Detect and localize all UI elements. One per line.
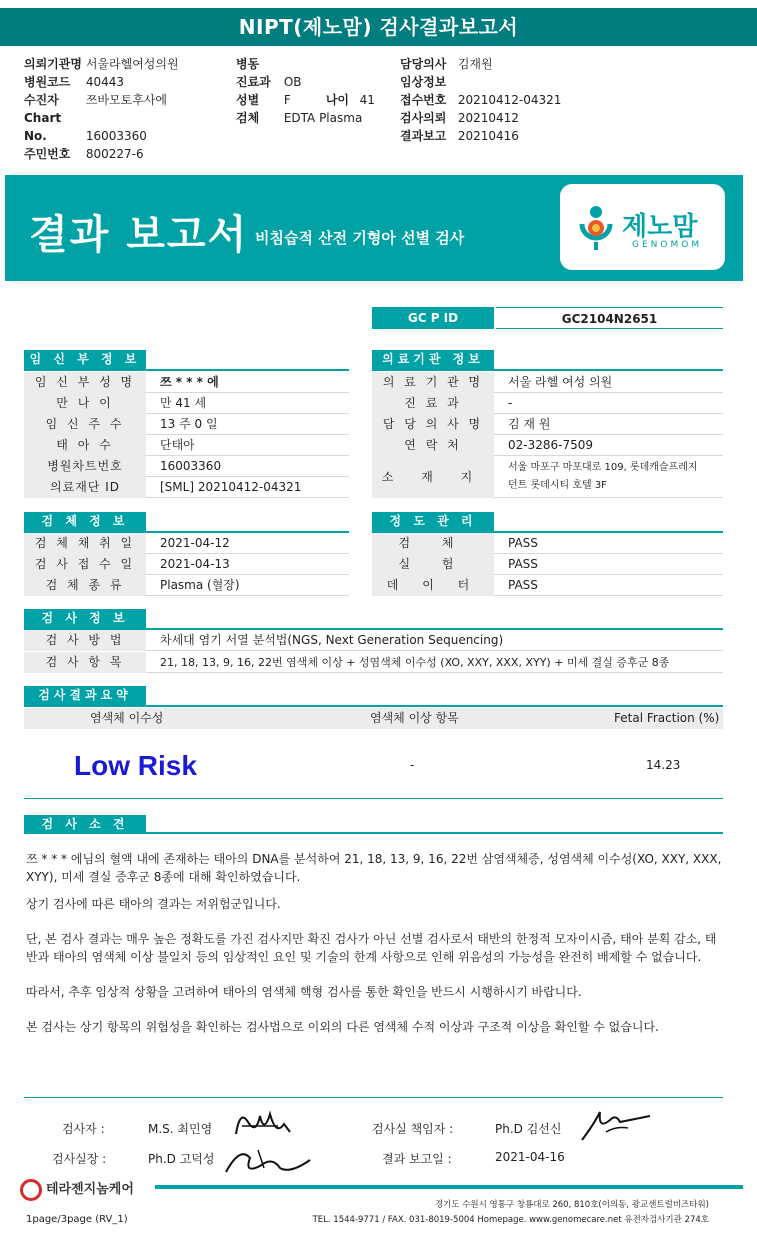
hdr-value: 서울라헬여성의원: [85, 57, 179, 71]
hdr-label: 성별: [236, 93, 260, 107]
table-row: [372, 575, 723, 596]
row-label: 병원차트번호: [24, 456, 146, 477]
company-logo-icon: [20, 1179, 42, 1201]
summary-abnormal-value: -: [410, 758, 415, 772]
chief-name: Ph.D 고덕성: [148, 1152, 215, 1166]
row-value: PASS: [508, 536, 538, 550]
section-pregnant-title: 임 신 부 정 보: [24, 350, 146, 369]
row-label: 검 사 방 법: [24, 630, 146, 651]
row-value: 2021-04-12: [160, 536, 230, 550]
section-divider: [372, 369, 723, 371]
director-label: 검사실 책임자 :: [372, 1122, 454, 1136]
hdr-value: 40443: [85, 75, 125, 89]
hdr-label: 진료과: [236, 75, 271, 89]
row-value: 단태아: [160, 438, 195, 452]
section-institution-title: 의료기관 정보: [372, 350, 494, 369]
section-qc-title: 정 도 관 리: [372, 512, 494, 531]
row-label: 의 료 기 관 명: [372, 372, 494, 393]
summary-col-header: 염색체 이수성: [90, 711, 164, 725]
row-label: 검 사 접 수 일: [24, 554, 146, 575]
genomom-logo: [560, 184, 725, 270]
age-value: 41: [359, 93, 375, 107]
report-date-value: 2021-04-16: [495, 1150, 565, 1164]
hdr-label: 주민번호: [24, 147, 71, 161]
table-row: [24, 456, 349, 477]
section-specimen-title: 검 체 정 보: [24, 512, 146, 531]
address-line: 서울 마포구 마포대로 109, 롯데캐슬프레지: [508, 462, 698, 473]
company-logo: [20, 1178, 134, 1201]
summary-col-header: 염색체 이상 항목: [370, 711, 459, 725]
section-summary-title: 검사결과요약: [24, 686, 146, 705]
director-signature: [576, 1104, 656, 1146]
row-label: 의료재단 ID: [24, 477, 146, 498]
hdr-label: 병원코드: [24, 75, 71, 89]
report-title-band: [5, 175, 743, 281]
table-row: [372, 372, 723, 393]
section-divider: [24, 832, 723, 834]
hdr-value: 쯔바모토후사에: [85, 93, 167, 107]
hdr-label: 담당의사: [400, 57, 447, 71]
result-low-risk: Low Risk: [74, 750, 197, 781]
gcp-id-value: GC2104N2651: [496, 307, 723, 329]
section-divider: [24, 705, 723, 707]
table-row: [24, 414, 349, 435]
director-name: Ph.D 김선신: [495, 1122, 562, 1136]
footer-address: 경기도 수원시 영통구 창룡대로 260, 810호(이의동, 광교센트럴비즈타워): [434, 1200, 709, 1210]
table-row: [24, 533, 349, 554]
row-value: 서울 라헬 여성 의원: [508, 375, 613, 389]
hdr-value: F: [283, 93, 291, 107]
footer-contact: TEL. 1544-9771 / FAX. 031-8019-5004 Homepage. www.genomecare.net 유전자검사기관 274호: [312, 1215, 709, 1225]
table-row: [372, 554, 723, 575]
table-row: [372, 393, 723, 414]
row-label: 검 체: [372, 533, 494, 554]
table-row: [372, 435, 723, 456]
summary-header: [24, 708, 723, 729]
row-value: PASS: [508, 557, 538, 571]
chief-signature: [220, 1138, 315, 1180]
opinion-paragraph: 상기 검사에 따른 태아의 결과는 저위험군입니다.: [26, 897, 281, 911]
row-value: 만 41 세: [160, 396, 207, 410]
summary-fetal-fraction: 14.23: [646, 758, 681, 772]
report-date-label: 결과 보고일 :: [382, 1152, 452, 1166]
row-label: 소 재 지: [372, 456, 494, 498]
row-value: [SML] 20210412-04321: [160, 480, 302, 494]
table-row: [24, 652, 723, 673]
report-title: 결과 보고서: [29, 212, 249, 258]
table-row: [24, 630, 723, 651]
section-divider: [24, 1097, 723, 1098]
address-line: 던트 롯데시티 호텔 3F: [508, 480, 607, 491]
row-value: 21, 18, 13, 9, 16, 22번 염색체 이상 + 성염색체 이수성 (XO, XXY, XXX, XYY) + 미세 결실 증후군 8종: [160, 656, 670, 669]
hdr-value: 800227-6: [85, 147, 144, 161]
chief-label: 검사실장 :: [52, 1152, 107, 1166]
row-label: 진 료 과: [372, 393, 494, 414]
hdr-label: 결과보고: [400, 129, 447, 143]
genomom-logo-icon: [576, 204, 616, 250]
row-value: 쯔 * * * 에: [160, 375, 219, 389]
row-label: 담 당 의 사 명: [372, 414, 494, 435]
row-label: 임 신 주 수: [24, 414, 146, 435]
footer-bar: [155, 1185, 743, 1189]
row-value: 02-3286-7509: [508, 438, 594, 452]
hdr-value: 20210412: [457, 111, 519, 125]
opinion-paragraph: 본 검사는 상기 항목의 위험성을 확인하는 검사법으로 이외의 다른 염색체 수적 이상과 구조적 이상을 확인할 수 없습니다.: [26, 1020, 659, 1034]
report-subtitle: 비침습적 산전 기형아 선별 검사: [255, 229, 465, 247]
row-value: PASS: [508, 578, 538, 592]
table-row: [372, 414, 723, 435]
row-label: 검 사 항 목: [24, 652, 146, 673]
row-value: -: [508, 396, 513, 410]
report-banner-title: NIPT(제노맘) 검사결과보고서: [0, 8, 757, 46]
opinion-paragraph: 단, 본 검사 결과는 매우 높은 정확도를 가진 검사지만 확진 검사가 아닌 선별 검사로서 태반의 한정적 모자이시즘, 태아 분획 감소, 태반과 태아의 염색체 이상 불일치 등의 임상적인 요인 및 기술의 한계 사항으로 인해 위음성의 가능성을 완전히 배제할 수 없습니다.: [26, 932, 717, 964]
summary-col-header: Fetal Fraction (%): [614, 711, 720, 725]
header-col2: [236, 55, 375, 127]
row-label: 임 신 부 성 명: [24, 372, 146, 393]
row-label: 검 체 종 류: [24, 575, 146, 596]
company-name: 테라젠지놈케어: [46, 1182, 134, 1197]
row-label: 데 이 터: [372, 575, 494, 596]
hdr-value: 20210412-04321: [457, 93, 562, 107]
section-opinion-title: 검 사 소 견: [24, 815, 146, 834]
opinion-paragraph: 따라서, 추후 임상적 상황을 고려하여 태아의 염색체 핵형 검사를 통한 확인을 반드시 시행하시기 바랍니다.: [26, 985, 582, 999]
table-row: [372, 533, 723, 554]
hdr-label: 의뢰기관명: [24, 57, 82, 71]
hdr-label: 임상정보: [400, 75, 447, 89]
tester-name: M.S. 최민영: [148, 1122, 213, 1136]
table-row: [24, 575, 349, 596]
row-value: 차세대 염기 서열 분석법(NGS, Next Generation Sequencing): [160, 633, 504, 647]
logo-text-en: GENOMOM: [632, 240, 703, 250]
row-value: 13 주 0 일: [160, 417, 218, 431]
table-row: [24, 393, 349, 414]
hdr-label: Chart No.: [24, 111, 62, 143]
hdr-value: OB: [283, 75, 302, 89]
opinion-paragraph: 쯔 * * * 에님의 혈액 내에 존재하는 태아의 DNA를 분석하여 21, 18, 13, 9, 16, 22번 삼염색체증, 성염색체 이수성(XO, XXY, XXX, XYY), 미세 결실 증후군 8종에 대해 확인하였습니다.: [26, 852, 722, 884]
row-value: 2021-04-13: [160, 557, 230, 571]
row-label: 실 험: [372, 554, 494, 575]
hdr-value: 김재원: [457, 57, 493, 71]
hdr-label: 수진자: [24, 93, 59, 107]
table-row: [24, 435, 349, 456]
section-divider: [24, 369, 349, 371]
table-row: [24, 477, 349, 498]
hdr-label: 검사의뢰: [400, 111, 447, 125]
table-row-address: [372, 456, 723, 498]
age-label: 나이: [325, 93, 350, 107]
hdr-label: 접수번호: [400, 93, 447, 107]
hdr-value: EDTA Plasma: [283, 111, 363, 125]
row-value: 16003360: [160, 459, 222, 473]
row-label: 연 락 처: [372, 435, 494, 456]
section-divider: [24, 798, 723, 799]
row-label: 만 나 이: [24, 393, 146, 414]
header-col3: [400, 55, 561, 145]
gcp-id-label: GC P ID: [372, 307, 494, 329]
table-row: [24, 372, 349, 393]
hdr-value: 16003360: [85, 129, 147, 143]
tester-label: 검사자 :: [62, 1122, 105, 1136]
row-value: Plasma (혈장): [160, 578, 240, 592]
hdr-label: 병동: [236, 57, 260, 71]
row-value: 김 재 원: [508, 417, 551, 431]
row-label: 검 체 채 취 일: [24, 533, 146, 554]
hdr-label: 검체: [236, 111, 260, 125]
page-indicator: 1page/3page (RV_1): [26, 1214, 128, 1225]
section-test-title: 검 사 정 보: [24, 609, 146, 628]
hdr-value: 20210416: [457, 129, 519, 143]
table-row: [24, 554, 349, 575]
header-col1: [24, 55, 179, 163]
logo-text-ko: 제노맘: [622, 212, 698, 242]
row-label: 태 아 수: [24, 435, 146, 456]
